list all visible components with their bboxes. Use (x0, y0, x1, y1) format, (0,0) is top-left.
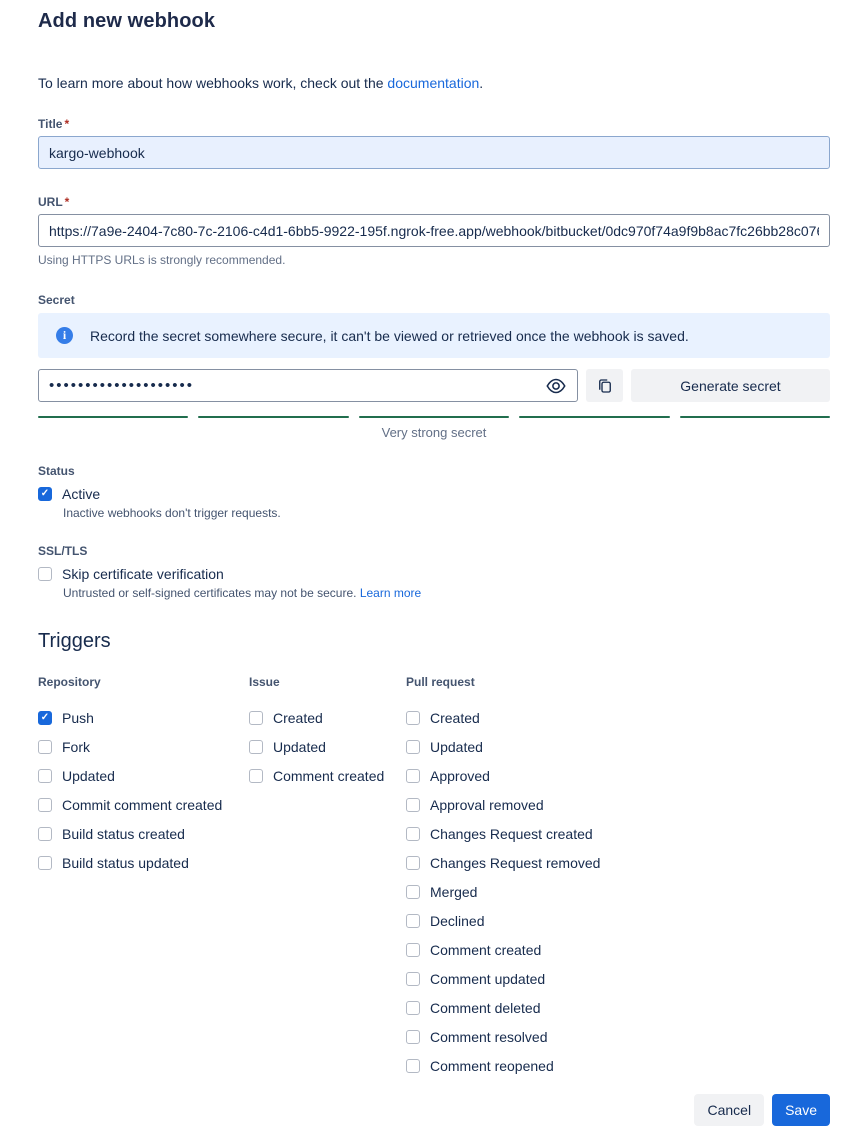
trigger-pr-declined[interactable]: Declined (406, 906, 830, 935)
status-label: Status (38, 464, 75, 478)
checkbox[interactable] (406, 711, 420, 725)
checkbox[interactable] (38, 567, 52, 581)
issue-column (249, 655, 406, 1080)
copy-icon (596, 377, 614, 395)
trigger-pr-changes-request-removed[interactable]: Changes Request removed (406, 848, 830, 877)
trigger-pr-comment-updated[interactable]: Comment updated (406, 964, 830, 993)
trigger-pr-comment-resolved[interactable]: Comment resolved (406, 1022, 830, 1051)
checkbox[interactable] (406, 943, 420, 957)
documentation-link[interactable]: documentation (387, 75, 480, 91)
strength-segment (198, 416, 348, 418)
checkbox[interactable] (249, 711, 263, 725)
checkbox[interactable] (38, 740, 52, 754)
trigger-issue-updated[interactable]: Updated (249, 732, 406, 761)
generate-secret-button[interactable]: Generate secret (631, 369, 830, 402)
ssl-checkbox-label: Skip certificate verification (62, 566, 224, 582)
status-helper-text: Inactive webhooks don't trigger requests. (63, 506, 281, 520)
learn-more-link[interactable]: Learn more (359, 586, 422, 600)
secret-label: Secret (38, 293, 75, 307)
strength-segment (519, 416, 669, 418)
status-checkbox-label: Active (62, 486, 101, 502)
trigger-pr-comment-reopened[interactable]: Comment reopened (406, 1051, 830, 1080)
trigger-repository-build-status-created[interactable]: Build status created (38, 819, 249, 848)
checkbox[interactable] (38, 769, 52, 783)
trigger-issue-created[interactable]: Created (249, 703, 406, 732)
checkbox[interactable] (406, 914, 420, 928)
checkbox[interactable] (38, 487, 52, 501)
triggers-heading: Triggers (38, 630, 111, 652)
url-helper-text: Using HTTPS URLs is strongly recommended. (38, 253, 286, 267)
intro-text (38, 75, 830, 91)
secret-row (38, 369, 830, 402)
title-input[interactable] (38, 136, 830, 169)
checkbox[interactable] (406, 740, 420, 754)
required-asterisk: * (64, 117, 70, 131)
checkbox[interactable] (406, 1001, 420, 1015)
url-input[interactable] (38, 214, 830, 247)
save-button[interactable]: Save (772, 1094, 830, 1126)
copy-secret-button[interactable] (586, 369, 623, 402)
checkbox[interactable] (249, 769, 263, 783)
trigger-pr-approval-removed[interactable]: Approval removed (406, 790, 830, 819)
ssl-helper-text: Untrusted or self-signed certificates may not be secure. Learn more (63, 586, 422, 600)
trigger-pr-comment-deleted[interactable]: Comment deleted (406, 993, 830, 1022)
checkbox[interactable] (38, 798, 52, 812)
trigger-pr-approved[interactable]: Approved (406, 761, 830, 790)
ssl-label: SSL/TLS (38, 544, 88, 558)
checkbox[interactable] (406, 856, 420, 870)
trigger-repository-push[interactable]: ✓ Push (38, 703, 249, 732)
checkbox[interactable] (406, 827, 420, 841)
secret-strength-label: Very strong secret (381, 425, 487, 440)
strength-segment (680, 416, 830, 418)
secret-strength-meter (38, 416, 830, 418)
repository-column-header: Repository (38, 675, 101, 689)
form-footer (38, 1094, 830, 1138)
trigger-repository-commit-comment-created[interactable]: Commit comment created (38, 790, 249, 819)
title-label: Title * (38, 117, 70, 131)
url-label: URL * (38, 195, 70, 209)
strength-segment (38, 416, 188, 418)
toggle-secret-visibility-button[interactable] (543, 373, 569, 399)
checkbox[interactable] (406, 1059, 420, 1073)
info-icon: i (56, 327, 73, 344)
trigger-repository-build-status-updated[interactable]: Build status updated (38, 848, 249, 877)
trigger-pr-updated[interactable]: Updated (406, 732, 830, 761)
checkbox[interactable] (406, 798, 420, 812)
trigger-pr-created[interactable]: Created (406, 703, 830, 732)
checkbox[interactable] (406, 769, 420, 783)
required-asterisk: * (64, 195, 70, 209)
secret-input[interactable] (38, 369, 578, 402)
repository-column (38, 655, 249, 1080)
checkbox[interactable] (249, 740, 263, 754)
checkbox[interactable] (406, 885, 420, 899)
checkbox[interactable] (38, 856, 52, 870)
cancel-button[interactable]: Cancel (694, 1094, 764, 1126)
triggers-columns (38, 655, 830, 1080)
intro-text-after: . (479, 75, 484, 91)
checkbox[interactable] (406, 1030, 420, 1044)
secret-banner-text: Record the secret somewhere secure, it can't be viewed or retrieved once the webhook is saved. (90, 327, 689, 344)
pull-request-column (406, 655, 830, 1080)
eye-icon (545, 375, 567, 397)
secret-info-banner (38, 313, 830, 358)
trigger-repository-updated[interactable]: Updated (38, 761, 249, 790)
trigger-pr-changes-request-created[interactable]: Changes Request created (406, 819, 830, 848)
trigger-repository-fork[interactable]: Fork (38, 732, 249, 761)
strength-segment (359, 416, 509, 418)
intro-text-before: To learn more about how webhooks work, check out the (38, 75, 388, 91)
issue-column-header: Issue (249, 675, 280, 689)
trigger-issue-comment-created[interactable]: Comment created (249, 761, 406, 790)
checkbox[interactable] (38, 711, 52, 725)
ssl-skip-verification-checkbox-row[interactable] (38, 566, 830, 582)
trigger-pr-comment-created[interactable]: Comment created (406, 935, 830, 964)
status-active-checkbox-row[interactable] (38, 486, 830, 502)
checkbox[interactable] (38, 827, 52, 841)
trigger-pr-merged[interactable]: Merged (406, 877, 830, 906)
page-title: Add new webhook (38, 10, 216, 32)
checkbox[interactable] (406, 972, 420, 986)
pull-request-column-header: Pull request (406, 675, 475, 689)
